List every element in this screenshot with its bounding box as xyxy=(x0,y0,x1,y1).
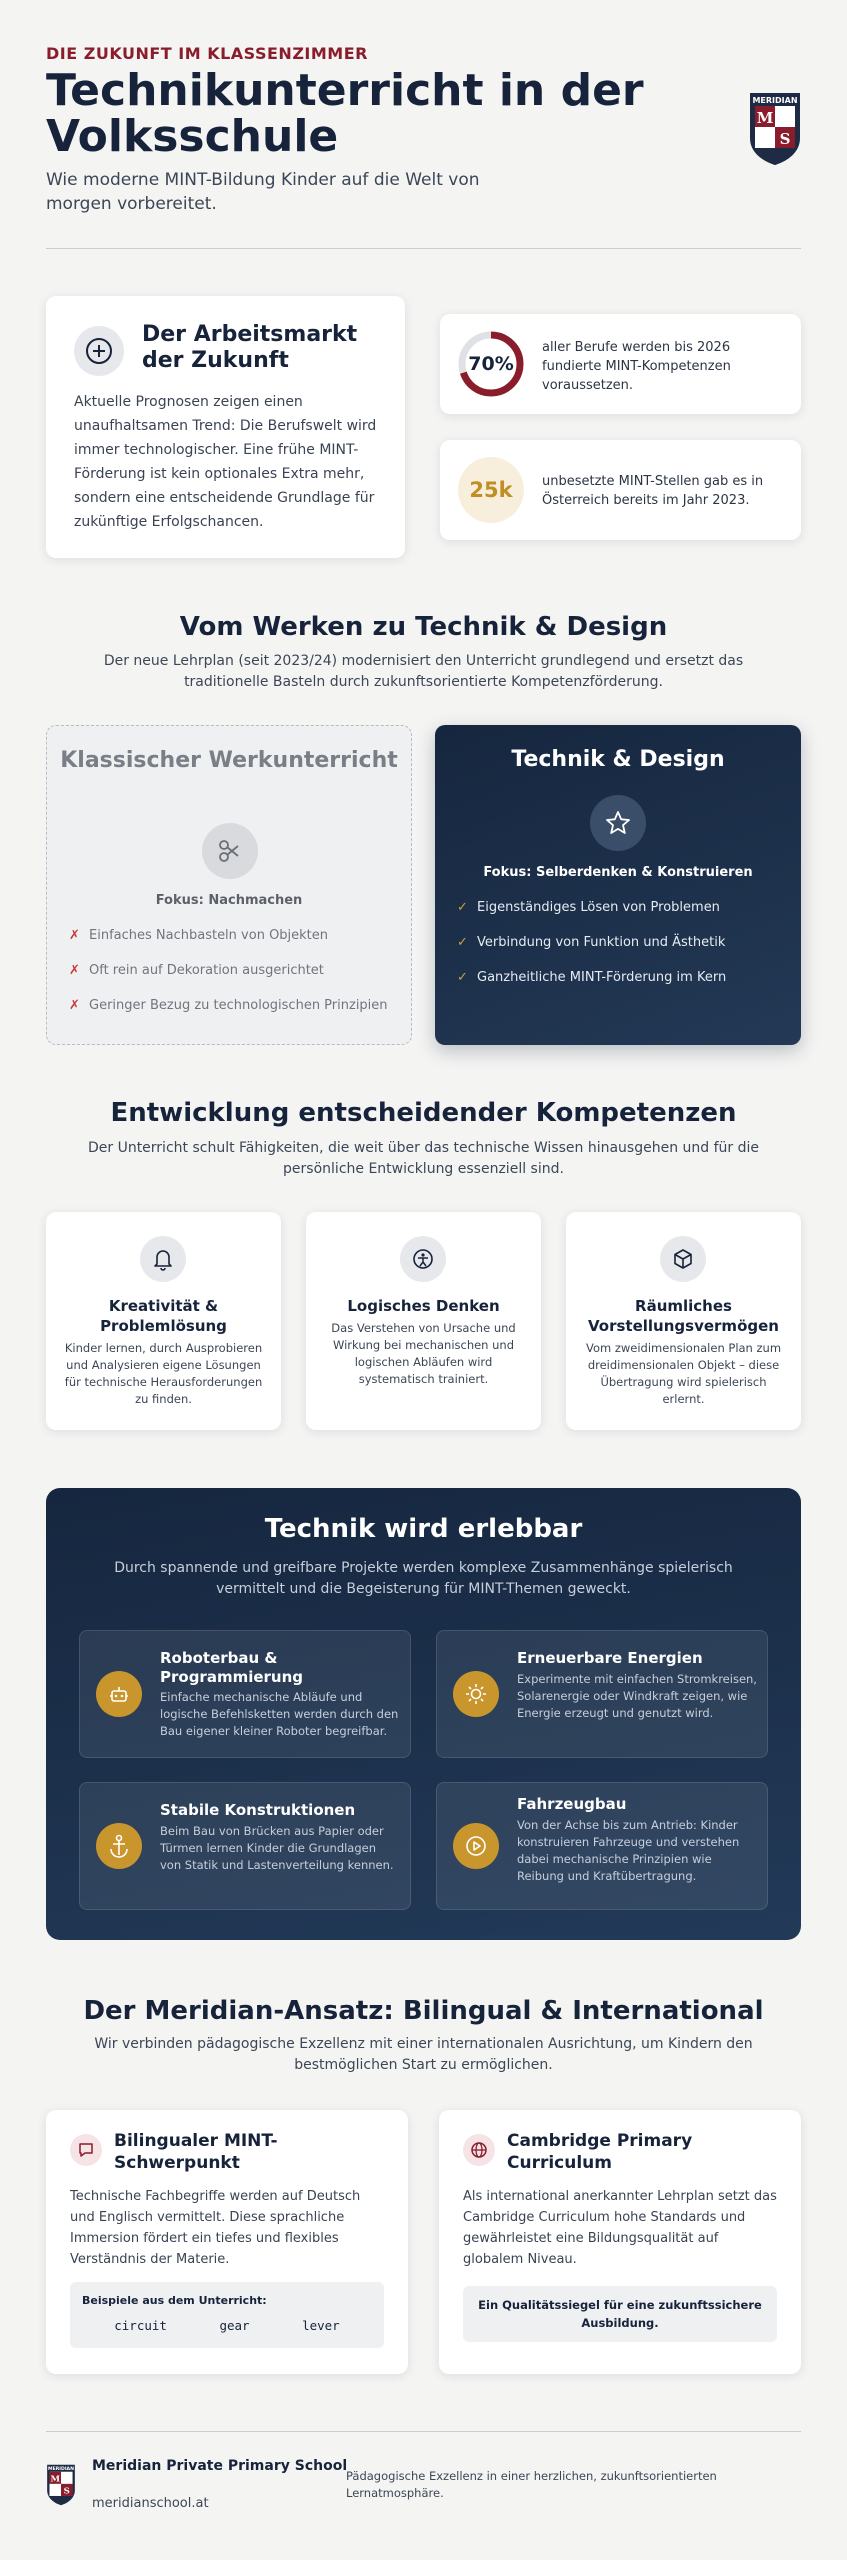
compare-old-list xyxy=(69,928,399,1033)
project-text: Einfache mechanische Abläufe und logische Befehlsketten werden durch den Bau eigener kleiner Roboter begreifbar. xyxy=(160,1690,399,1738)
compare-new-list xyxy=(457,900,787,1005)
project-card xyxy=(436,1630,768,1758)
svg-text:S: S xyxy=(779,130,791,148)
vocabulary-word: lever xyxy=(302,2318,340,2333)
competence-title: Räumliches Vorstellungsvermögen xyxy=(588,1297,779,1335)
school-crest-logo xyxy=(749,92,801,166)
vocabulary-box xyxy=(70,2282,384,2348)
header-divider xyxy=(46,248,801,249)
compare-new-title: Technik & Design xyxy=(511,747,725,772)
stat-value: 25k xyxy=(458,457,524,523)
competence-text: Vom zweidimensionalen Plan zum dreidimensionalen Objekt – diese Übertragung wird spielerisch erlernt. xyxy=(585,1341,782,1406)
lehrplan-subtitle: Der neue Lehrplan (seit 2023/24) modernisiert den Unterricht grundlegend und ersetzt das traditionelle Basteln durch zukunftsorientierte Kompetenzförderung. xyxy=(103,653,744,690)
star-icon xyxy=(590,795,646,851)
vocabulary-label: Beispiele aus dem Unterricht: xyxy=(82,2294,267,2307)
vocabulary-words xyxy=(70,2318,384,2333)
anchor-icon xyxy=(96,1823,142,1869)
kompetenzen-subtitle: Der Unterricht schult Fähigkeiten, die weit über das technische Wissen hinausgehen und für die persönliche Entwicklung essenziell sind. xyxy=(87,1140,760,1177)
meridian-subtitle: Wir verbinden pädagogische Exzellenz mit einer internationalen Ausrichtung, um Kindern den bestmöglichen Start zu ermöglichen. xyxy=(94,2036,753,2073)
list-item: ✓ Eigenständiges Lösen von Problemen xyxy=(457,900,787,935)
competence-text: Das Verstehen von Ursache und Wirkung bei mechanischen und logischen Abläufen wird systematisch trainiert. xyxy=(331,1321,516,1386)
footer-website-link[interactable]: meridianschool.at xyxy=(92,2496,209,2511)
svg-text:MERIDIAN: MERIDIAN xyxy=(48,2467,74,2472)
svg-text:M: M xyxy=(50,2474,61,2485)
compare-new-focus: Fokus: Selberdenken & Konstruieren xyxy=(483,865,753,880)
footer-crest-logo xyxy=(46,2463,76,2507)
compare-old-title: Klassischer Werkunterricht xyxy=(60,748,398,773)
list-item: ✗ Einfaches Nachbasteln von Objekten xyxy=(69,928,329,943)
x-mark-icon: ✗ xyxy=(69,928,80,943)
header-kicker: DIE ZUKUNFT IM KLASSENZIMMER xyxy=(46,44,368,63)
accessibility-icon xyxy=(400,1236,446,1282)
compare-old-focus: Fokus: Nachmachen xyxy=(155,893,303,908)
speech-bubble-icon xyxy=(70,2134,102,2166)
list-item: ✓ Ganzheitliche MINT-Förderung im Kern xyxy=(457,970,787,1005)
project-card xyxy=(436,1782,768,1910)
project-text: Beim Bau von Brücken aus Papier oder Türmen lernen Kinder die Grundlagen von Statik und Lastenverteilung kennen. xyxy=(160,1824,394,1872)
play-circle-icon xyxy=(453,1823,499,1869)
stat-text: unbesetzte MINT-Stellen gab es in Österreich bereits im Jahr 2023. xyxy=(542,474,764,508)
page-subtitle: Wie moderne MINT-Bildung Kinder auf die Welt von morgen vorbereitet. xyxy=(46,170,480,214)
stat-card-percent xyxy=(440,314,801,414)
project-text: Von der Achse bis zum Antrieb: Kinder konstruieren Fahrzeuge und verstehen dabei mechanische Prinzipien wie Reibung und Kraftübertragung. xyxy=(517,1818,740,1883)
robot-icon xyxy=(96,1671,142,1717)
erlebbar-subtitle: Durch spannende und greifbare Projekte werden komplexe Zusammenhänge spielerisch vermittelt und die Begeisterung für MINT-Themen geweckt. xyxy=(114,1560,733,1597)
list-item: ✗ Geringer Bezug zu technologischen Prinzipien xyxy=(69,998,388,1013)
footer-divider xyxy=(46,2431,801,2432)
footer-school-name: Meridian Private Primary School xyxy=(92,2458,348,2474)
x-mark-icon: ✗ xyxy=(69,963,80,978)
svg-text:MERIDIAN: MERIDIAN xyxy=(752,96,798,105)
competence-title: Kreativität & Problemlösung xyxy=(100,1297,227,1335)
plus-circle-icon xyxy=(74,326,124,376)
stat-value: 70% xyxy=(468,353,514,375)
sun-icon xyxy=(453,1671,499,1717)
competence-card xyxy=(566,1212,801,1430)
project-title: Erneuerbare Energien xyxy=(517,1649,703,1667)
svg-text:M: M xyxy=(756,109,774,127)
compare-card-new xyxy=(435,725,801,1045)
arbeitsmarkt-text: Aktuelle Prognosen zeigen einen unaufhaltsamen Trend: Die Berufswelt wird immer technologischer. Eine frühe MINT-Förderung ist kein optionales Extra mehr, sondern eine entscheidende Grundlage für zukünftige Erfolgschancen. xyxy=(74,394,377,530)
globe-icon xyxy=(463,2134,495,2166)
list-item: ✗ Oft rein auf Dekoration ausgerichtet xyxy=(69,963,324,978)
project-title: Fahrzeugbau xyxy=(517,1795,627,1813)
cambridge-title: Cambridge Primary Curriculum xyxy=(507,2131,693,2173)
arbeitsmarkt-title: Der Arbeitsmarkt der Zukunft xyxy=(142,322,358,373)
erlebbar-title: Technik wird erlebbar xyxy=(264,1514,583,1544)
lehrplan-title: Vom Werken zu Technik & Design xyxy=(179,612,668,642)
cambridge-card xyxy=(439,2110,801,2374)
bell-icon xyxy=(140,1236,186,1282)
page-title: Technikunterricht in der Volksschule xyxy=(46,65,644,162)
svg-text:S: S xyxy=(63,2486,70,2497)
competence-text: Kinder lernen, durch Ausprobieren und Analysieren eigene Lösungen für technische Herausforderungen zu finden. xyxy=(64,1341,263,1406)
project-card xyxy=(79,1630,411,1758)
footer-tagline: Pädagogische Exzellenz in einer herzlichen, zukunftsorientierten Lernatmosphäre. xyxy=(346,2469,717,2500)
project-text: Experimente mit einfachen Stromkreisen, Solarenergie oder Windkraft zeigen, wie Energie erzeugt und genutzt wird. xyxy=(517,1672,757,1720)
cambridge-text: Als international anerkannter Lehrplan setzt das Cambridge Curriculum hohe Standards und gewährleistet eine Bildungsqualität auf globalem Niveau. xyxy=(463,2189,777,2267)
project-card xyxy=(79,1782,411,1910)
arbeitsmarkt-card xyxy=(46,296,405,558)
vocabulary-word: circuit xyxy=(114,2318,167,2333)
check-icon: ✓ xyxy=(457,935,468,950)
check-icon: ✓ xyxy=(457,970,468,985)
cube-icon xyxy=(660,1236,706,1282)
list-item: ✓ Verbindung von Funktion und Ästhetik xyxy=(457,935,787,970)
vocabulary-word: gear xyxy=(219,2318,250,2333)
meridian-title: Der Meridian-Ansatz: Bilingual & International xyxy=(83,1996,764,2026)
bilingual-card xyxy=(46,2110,408,2374)
project-title: Roboterbau & Programmierung xyxy=(160,1649,304,1686)
competence-title: Logisches Denken xyxy=(347,1297,500,1315)
x-mark-icon: ✗ xyxy=(69,998,80,1013)
stat-text: aller Berufe werden bis 2026 fundierte MINT-Kompetenzen voraussetzen. xyxy=(542,340,731,393)
compare-card-old xyxy=(46,725,412,1045)
quality-seal-box: Ein Qualitätssiegel für eine zukunftssichere Ausbildung. xyxy=(463,2286,777,2342)
scissors-icon xyxy=(202,823,258,879)
stat-card-count xyxy=(440,440,801,540)
competence-card xyxy=(46,1212,281,1430)
bilingual-title: Bilingualer MINT-Schwerpunkt xyxy=(114,2131,278,2173)
check-icon: ✓ xyxy=(457,900,468,915)
project-title: Stabile Konstruktionen xyxy=(160,1801,356,1819)
kompetenzen-title: Entwicklung entscheidender Kompetenzen xyxy=(110,1098,737,1128)
erlebbar-section xyxy=(46,1488,801,1940)
bilingual-text: Technische Fachbegriffe werden auf Deutsch und Englisch vermittelt. Diese sprachliche Immersion fördert ein tiefes und flexibles Verständnis der Materie. xyxy=(70,2189,361,2267)
competence-card xyxy=(306,1212,541,1430)
